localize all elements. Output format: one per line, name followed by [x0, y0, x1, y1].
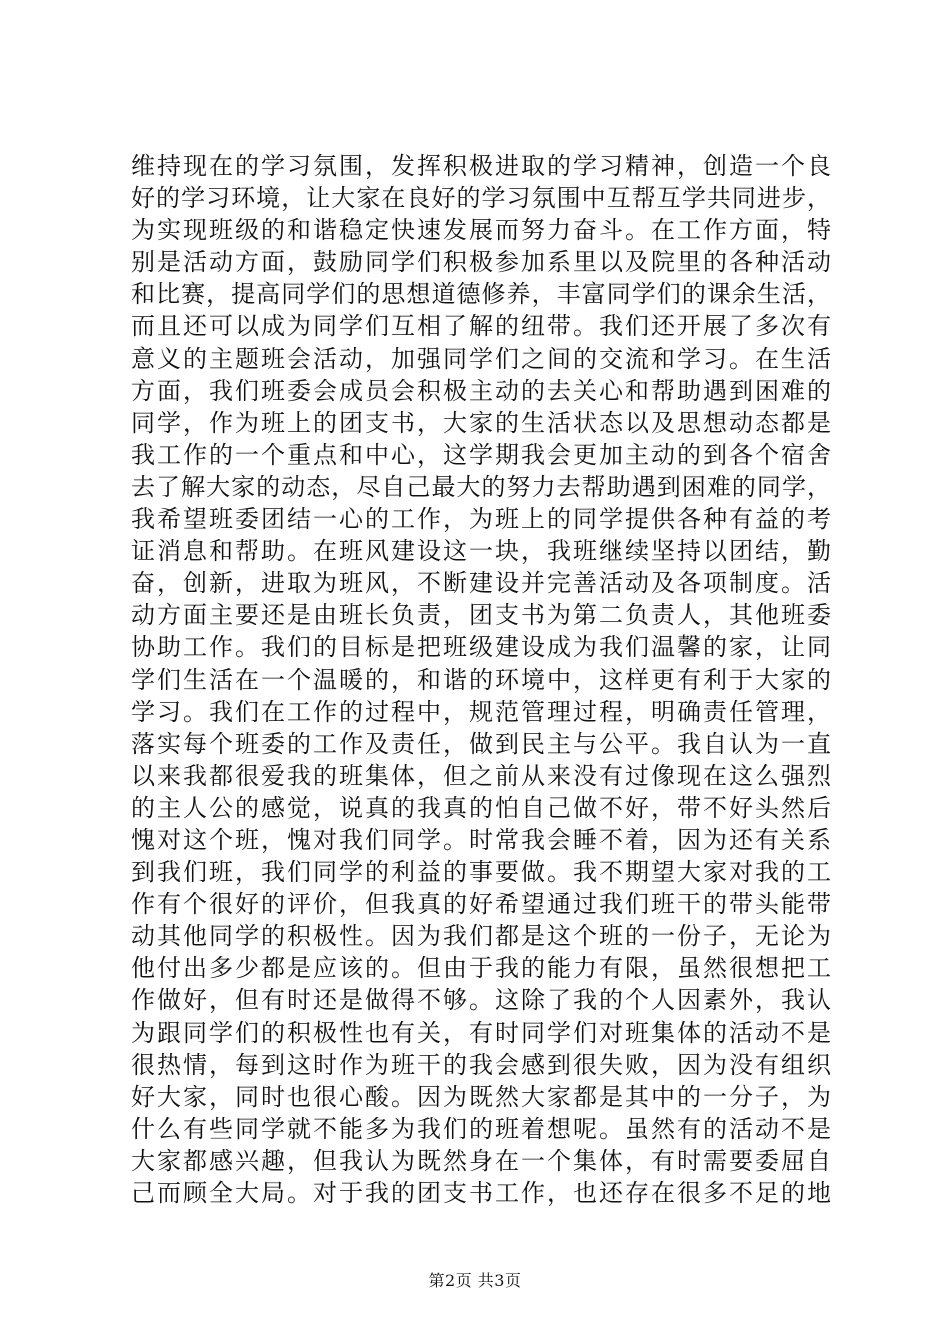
text-line: 别是活动方面，鼓励同学们积极参加系里以及院里的各种活动	[131, 248, 831, 277]
text-line: 我希望班委团结一心的工作，为班上的同学提供各种有益的考	[131, 505, 831, 534]
text-line: 为跟同学们的积极性也有关，有时同学们对班集体的活动不是	[131, 1018, 831, 1047]
text-line: 维持现在的学习氛围，发挥积极进取的学习精神，创造一个良	[131, 152, 831, 180]
text-line: 动其他同学的积极性。因为我们都是这个班的一份子，无论为	[131, 922, 831, 951]
text-line: 什么有些同学就不能多为我们的班着想呢。虽然有的活动不是	[131, 1114, 831, 1143]
text-line: 愧对这个班，愧对我们同学。时常我会睡不着，因为还有关系	[131, 825, 831, 854]
text-line: 学习。我们在工作的过程中，规范管理过程，明确责任管理，	[131, 697, 831, 726]
text-line: 学们生活在一个温暖的，和谐的环境中，这样更有利于大家的	[131, 665, 831, 694]
text-line: 很热情，每到这时作为班干的我会感到很失败，因为没有组织	[131, 1050, 831, 1079]
text-line: 落实每个班委的工作及责任，做到民主与公平。我自认为一直	[131, 729, 831, 758]
text-line: 奋，创新，进取为班风，不断建设并完善活动及各项制度。活	[131, 569, 831, 598]
text-line: 协助工作。我们的目标是把班级建设成为我们温馨的家，让同	[131, 633, 831, 662]
text-line: 他付出多少都是应该的。但由于我的能力有限，虽然很想把工	[131, 954, 831, 983]
body-text	[131, 150, 831, 1209]
text-line: 好大家，同时也很心酸。因为既然大家都是其中的一分子，为	[131, 1082, 831, 1111]
text-line: 作有个很好的评价，但我真的好希望通过我们班干的带头能带	[131, 890, 831, 919]
text-line: 和比赛，提高同学们的思想道德修养，丰富同学们的课余生活，	[131, 280, 831, 309]
text-line: 以来我都很爱我的班集体，但之前从来没有过像现在这么强烈	[131, 761, 831, 790]
text-line: 同学，作为班上的团支书，大家的生活状态以及思想动态都是	[131, 408, 831, 437]
page-number-footer: 第2页 共3页	[428, 1271, 522, 1290]
text-line: 到我们班，我们同学的利益的事要做。我不期望大家对我的工	[131, 858, 831, 887]
text-line: 而且还可以成为同学们互相了解的纽带。我们还开展了多次有	[131, 312, 831, 341]
text-line: 好的学习环境，让大家在良好的学习氛围中互帮互学共同进步，	[131, 184, 831, 213]
text-line: 动方面主要还是由班长负责，团支书为第二负责人，其他班委	[131, 601, 831, 630]
text-line: 的主人公的感觉，说真的我真的怕自己做不好，带不好头然后	[131, 793, 831, 822]
text-line: 去了解大家的动态，尽自己最大的努力去帮助遇到困难的同学，	[131, 472, 831, 501]
text-line: 大家都感兴趣，但我认为既然身在一个集体，有时需要委屈自	[131, 1146, 831, 1175]
text-line: 我工作的一个重点和中心，这学期我会更加主动的到各个宿舍	[131, 440, 831, 469]
text-line: 方面，我们班委会成员会积极主动的去关心和帮助遇到困难的	[131, 376, 831, 405]
text-line: 为实现班级的和谐稳定快速发展而努力奋斗。在工作方面，特	[131, 216, 831, 245]
text-line: 证消息和帮助。在班风建设这一块，我班继续坚持以团结，勤	[131, 537, 831, 566]
text-line: 己而顾全大局。对于我的团支书工作，也还存在很多不足的地	[131, 1179, 831, 1207]
text-line: 意义的主题班会活动，加强同学们之间的交流和学习。在生活	[131, 344, 831, 373]
text-line: 作做好，但有时还是做得不够。这除了我的个人因素外，我认	[131, 986, 831, 1015]
